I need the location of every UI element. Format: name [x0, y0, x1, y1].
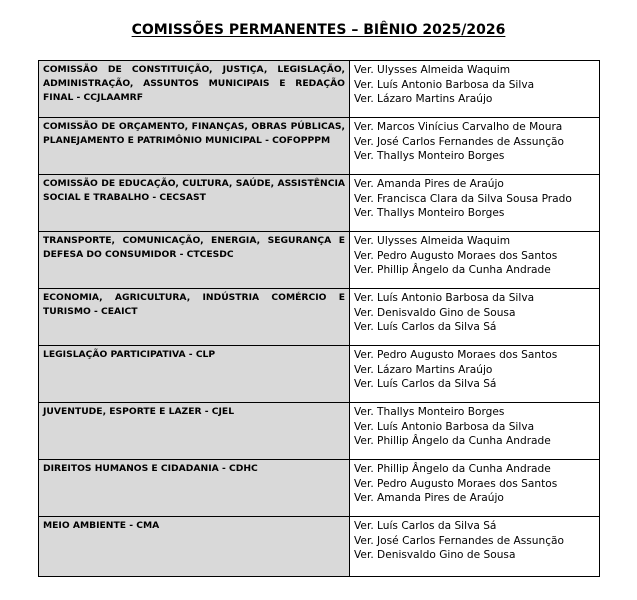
member-name: Ver. Luís Carlos da Silva Sá: [354, 378, 497, 390]
member-name: Ver. Ulysses Almeida Waquim: [354, 235, 511, 247]
committee-members: [350, 403, 600, 460]
committee-members: [350, 289, 600, 346]
member-name: Ver. Luís Antonio Barbosa da Silva: [354, 292, 535, 304]
member-name: Ver. Pedro Augusto Moraes dos Santos: [354, 477, 558, 490]
member-name: Ver. José Carlos Fernandes de Assunção: [354, 534, 564, 547]
committee-members: [350, 118, 600, 175]
member-name: Ver. Francisca Clara da Silva Sousa Prado: [354, 192, 572, 205]
member-name: Ver. José Carlos Fernandes de Assunção: [354, 135, 564, 148]
table-row: [39, 289, 600, 346]
committee-name: MEIO AMBIENTE - CMA: [39, 517, 350, 577]
table-row: [39, 232, 600, 289]
member-name: Ver. Marcos Vinícius Carvalho de Moura: [354, 121, 563, 133]
member-name: Ver. Luís Antonio Barbosa da Silva: [354, 420, 535, 433]
member-name: Ver. Thallys Monteiro Borges: [354, 150, 505, 162]
table-row: [39, 61, 600, 118]
member-name: Ver. Denisvaldo Gino de Sousa: [354, 549, 516, 561]
member-name: Ver. Phillip Ângelo da Cunha Andrade: [354, 264, 551, 276]
committee-name: JUVENTUDE, ESPORTE E LAZER - CJEL: [39, 403, 350, 460]
member-name: Ver. Thallys Monteiro Borges: [354, 207, 505, 219]
committee-members: [350, 232, 600, 289]
table-row: [39, 517, 600, 577]
table-row: [39, 175, 600, 232]
member-name: Ver. Pedro Augusto Moraes dos Santos: [354, 349, 558, 361]
member-name: Ver. Amanda Pires de Araújo: [354, 492, 504, 504]
member-name: Ver. Pedro Augusto Moraes dos Santos: [354, 249, 558, 262]
committee-name: COMISSÃO DE CONSTITUIÇÃO, JUSTIÇA, LEGISLAÇÃO, ADMINISTRAÇÃO, ASSUNTOS MUNICIPAIS E REDAÇÃO FINAL - CCJLAAMRF: [39, 61, 350, 118]
table-row: [39, 403, 600, 460]
committee-name: TRANSPORTE, COMUNICAÇÃO, ENERGIA, SEGURANÇA E DEFESA DO CONSUMIDOR - CTCESDC: [39, 232, 350, 289]
committee-name: COMISSÃO DE EDUCAÇÃO, CULTURA, SAÚDE, ASSISTÊNCIA SOCIAL E TRABALHO - CECSAST: [39, 175, 350, 232]
committee-members: [350, 346, 600, 403]
member-name: Ver. Thallys Monteiro Borges: [354, 406, 505, 418]
table-row: [39, 460, 600, 517]
committee-name: DIREITOS HUMANOS E CIDADANIA - CDHC: [39, 460, 350, 517]
member-name: Ver. Lázaro Martins Araújo: [354, 93, 493, 105]
member-name: Ver. Denisvaldo Gino de Sousa: [354, 306, 516, 319]
committee-members: [350, 460, 600, 517]
committee-name: COMISSÃO DE ORÇAMENTO, FINANÇAS, OBRAS PÚBLICAS, PLANEJAMENTO E PATRIMÔNIO MUNICIPAL - COFOPPPM: [39, 118, 350, 175]
page-title: COMISSÕES PERMANENTES – BIÊNIO 2025/2026: [131, 22, 506, 38]
committee-members: [350, 517, 600, 577]
member-name: Ver. Luís Antonio Barbosa da Silva: [354, 78, 535, 91]
member-name: Ver. Luís Carlos da Silva Sá: [354, 321, 497, 333]
committees-table: [38, 60, 600, 577]
committee-name: ECONOMIA, AGRICULTURA, INDÚSTRIA COMÉRCIO E TURISMO - CEAICT: [39, 289, 350, 346]
table-row: [39, 118, 600, 175]
table-row: [39, 346, 600, 403]
committee-members: [350, 61, 600, 118]
member-name: Ver. Ulysses Almeida Waquim: [354, 64, 511, 76]
member-name: Ver. Lázaro Martins Araújo: [354, 363, 493, 376]
committee-name: LEGISLAÇÃO PARTICIPATIVA - CLP: [39, 346, 350, 403]
member-name: Ver. Phillip Ângelo da Cunha Andrade: [354, 435, 551, 447]
member-name: Ver. Luís Carlos da Silva Sá: [354, 520, 497, 532]
member-name: Ver. Phillip Ângelo da Cunha Andrade: [354, 463, 551, 475]
member-name: Ver. Amanda Pires de Araújo: [354, 178, 504, 190]
committee-members: [350, 175, 600, 232]
